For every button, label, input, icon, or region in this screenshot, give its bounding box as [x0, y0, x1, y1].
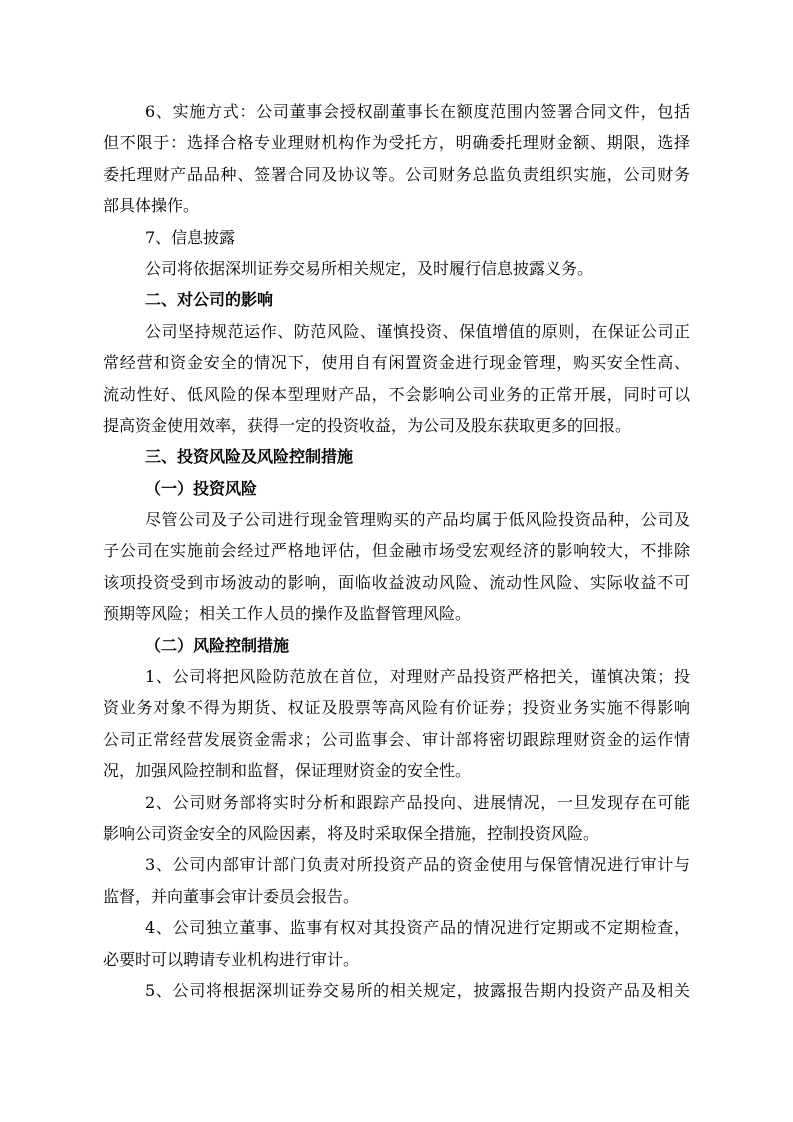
- paragraph-line: 况，加强风险控制和监督，保证理财资金的安全性。: [103, 761, 472, 781]
- paragraph-line: 委托理财产品品种、签署合同及协议等。公司财务总监负责组织实施，公司财务: [103, 164, 690, 184]
- paragraph-line: 流动性好、低风险的保本型理财产品，不会影响公司业务的正常开展，同时可以: [103, 384, 690, 404]
- paragraph-line: 2、公司财务部将实时分析和跟踪产品投向、进展情况，一旦发现存在可能: [145, 792, 690, 812]
- paragraph-line: 监督，并向董事会审计委员会报告。: [103, 886, 360, 906]
- paragraph-line: 但不限于：选择合格专业理财机构作为受托方，明确委托理财金额、期限，选择: [103, 133, 690, 153]
- paragraph-line: 4、公司独立董事、监事有权对其投资产品的情况进行定期或不定期检查，: [145, 918, 690, 938]
- paragraph-line: 公司正常经营发展资金需求；公司监事会、审计部将密切跟踪理财资金的运作情: [103, 729, 690, 749]
- paragraph-line: 6、实施方式：公司董事会授权副董事长在额度范围内签署合同文件，包括: [145, 102, 690, 121]
- document-content: [103, 96, 690, 1006]
- paragraph-line: 公司坚持规范运作、防范风险、谨慎投资、保值增值的原则，在保证公司正: [145, 321, 690, 341]
- paragraph-line: 部具体操作。: [103, 196, 200, 216]
- paragraph-line: 公司将依据深圳证券交易所相关规定，及时履行信息披露义务。: [145, 258, 594, 278]
- paragraph-line: 预期等风险；相关工作人员的操作及监督管理风险。: [103, 604, 472, 624]
- paragraph-line: 提高资金使用效率，获得一定的投资收益，为公司及股东获取更多的回报。: [103, 415, 632, 435]
- subsection-heading: （二）风险控制措施: [145, 635, 290, 655]
- paragraph-line: 资业务对象不得为期货、权证及股票等高风险有价证券；投资业务实施不得影响: [103, 698, 690, 718]
- paragraph-line: 7、信息披露: [145, 227, 236, 247]
- paragraph-line: 1、公司将把风险防范放在首位，对理财产品投资严格把关，谨慎决策；投: [145, 667, 690, 687]
- paragraph-line: 常经营和资金安全的情况下，使用自有闲置资金进行现金管理，购买安全性高、: [103, 353, 690, 373]
- subsection-heading: （一）投资风险: [145, 478, 258, 498]
- paragraph-line: 必要时可以聘请专业机构进行审计。: [103, 949, 360, 969]
- section-heading: 二、对公司的影响: [145, 290, 274, 310]
- paragraph-line: 尽管公司及子公司进行现金管理购买的产品均属于低风险投资品种，公司及: [145, 510, 690, 530]
- paragraph-line: 3、公司内部审计部门负责对所投资产品的资金使用与保管情况进行审计与: [145, 855, 690, 875]
- paragraph-line: 5、公司将根据深圳证券交易所的相关规定，披露报告期内投资产品及相关: [145, 980, 690, 1000]
- paragraph-line: 该项投资受到市场波动的影响，面临收益波动风险、流动性风险、实际收益不可: [103, 572, 690, 592]
- paragraph-line: 子公司在实施前会经过严格地评估，但金融市场受宏观经济的影响较大，不排除: [103, 541, 690, 561]
- section-heading: 三、投资风险及风险控制措施: [145, 447, 354, 467]
- paragraph-line: 影响公司资金安全的风险因素，将及时采取保全措施，控制投资风险。: [103, 823, 600, 843]
